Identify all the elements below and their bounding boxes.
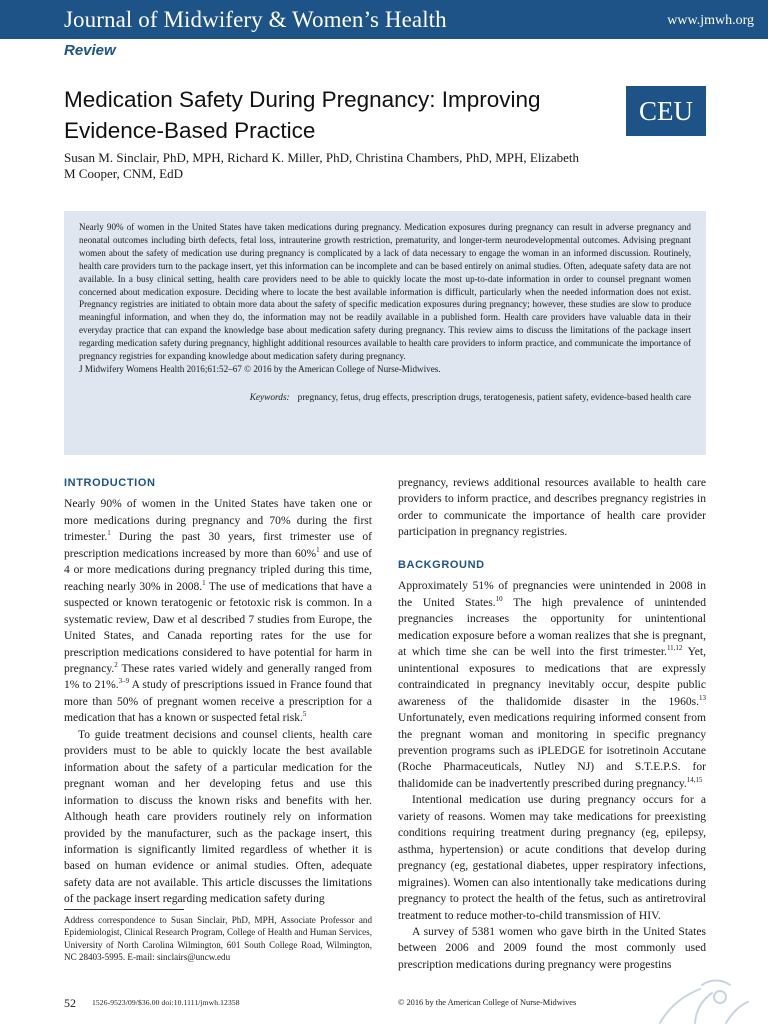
- introduction-paragraph-1: Nearly 90% of women in the United States have taken one or more medications during pregnancy and 70% during the first trimester.$^1$ During the past 30 years, first trimester use of prescription medications increased by more than 60%$^1$ and use of 4 or more medications during pregnancy tripled during this time, reaching nearly 30% in 2008.$^1$ The use of medications that have a suspected or known teratogenic or fetotoxic risk is common. In a systematic review, Daw et al described 7 studies from Europe, the United States, and Canada reporting rates for the use for prescription medications considered to have potential for harm in pregnancy.$^2$ These rates varied widely and generally ranged from 1% to 21%.$^{3-9}$ A study of prescriptions issued in France found that more than 50% of pregnant women receive a prescription for a medication that has a known or suspected fetal risk.$^5$: [64, 498, 373, 725]
- introduction-paragraph-2-continued: pregnancy, reviews additional resources available to health care providers to inform practice, and describes pregnancy registries in order to communicate the importance of health care provider participation in pregnancy registries.: [398, 477, 706, 539]
- page-number: 52: [64, 996, 76, 1010]
- keywords-label: Keywords:: [249, 392, 290, 403]
- abstract-box: [64, 211, 706, 455]
- journal-header-bar: [0, 0, 768, 39]
- keywords-line: [79, 393, 691, 403]
- correspondence-footnote: Address correspondence to Susan Sinclair, PhD, MPH, Associate Professor and Epidemiologist, Clinical Research Program, College of Health and Human Services, University of North Carolina Wilmington, 601 South College Road, Wilmington, NC 28403-5995. E-mail: sinclairs@uncw.edu: [64, 915, 372, 962]
- abstract-text: Nearly 90% of women in the United States have taken medications during pregnancy. Medication exposures during pregnancy can result in adverse pregnancy and neonatal outcomes including birth defects, fetal loss, intrauterine growth restriction, prematurity, and longer-term neurodevelopmental outcomes. Advising pregnant women about the safety of medication use during pregnancy is complicated by a lack of data necessary to engage the woman in an informed discussion. Routinely, health care providers turn to the package insert, yet this information can be incomplete and can be based entirely on animal studies. Often, adequate safety data are not available. In a busy clinical setting, health care providers need to be able to quickly locate the most up-to-date information in order to counsel pregnant women concerned about medication exposure. Deciding where to locate the best available information is difficult, particularly when the needed information does not exist. Pregnancy registries are initiated to obtain more data about the safety of specific medication exposures during pregnancy; however, these studies are slow to produce meaningful information, and when they do, the information may not be readily available in a published form. Health care providers have valuable data in their everyday practice that can expand the knowledge base about medication safety during pregnancy. This review aims to discuss the limitations of the package insert regarding medication safety during pregnancy, highlight additional resources available to health care providers to inform practice, and communicate the importance of pregnancy registries for expanding knowledge about medication safety during pregnancy.: [79, 222, 691, 362]
- right-column: [398, 475, 706, 541]
- footnote-divider: [64, 909, 184, 910]
- citation-ref[interactable]: 1: [202, 578, 206, 587]
- left-column: [64, 475, 372, 908]
- citation-ref[interactable]: 2: [114, 661, 118, 670]
- citation-ref[interactable]: 3–9: [118, 677, 130, 686]
- ceu-badge: CEU: [626, 86, 706, 136]
- keywords-list: pregnancy, fetus, drug effects, prescription drugs, teratogenesis, patient safety, evidence-based health care: [297, 392, 691, 403]
- citation-ref[interactable]: 5: [302, 710, 307, 719]
- background-paragraph-1: Approximately 51% of pregnancies were unintended in 2008 in the United States.$^{10}$ The high prevalence of unintended pregnancies increases the opportunity for unintentional medication exposure before a woman realizes that she is pregnant, at which time she can be well into the first trimester.$^{11,12}$ Yet, unintentional exposures to medications that are expressly contraindicated in pregnancy inevitably occur, despite public awareness of the thalidomide disaster in the 1960s.$^{13}$ Unfortunately, even medications requiring informed consent from the pregnant woman and monitoring in specific pregnancy prevention programs such as iPLEDGE for isotretinoin Accutane (Roche Pharmaceuticals, Nutley NJ) and S.T.E.P.S. for thalidomide can be inadvertently prescribed during pregnancy.$^{14,15}$: [398, 580, 706, 790]
- background-paragraph-2: Intentional medication use during pregnancy occurs for a variety of reasons. Women may take medications for preexisting conditions requiring treatment during pregnancy (eg, epilepsy, asthma, hypertension) or acute conditions that develop during pregnancy (eg, gestational diabetes, upper respiratory infections, migraines). Women can also intentionally take medications during pregnancy to protect the health of the fetus, such as antiretroviral treatment to reduce mother-to-child transmission of HIV.: [398, 794, 706, 922]
- introduction-paragraph-2: To guide treatment decisions and counsel clients, health care providers must to be able to quickly locate the best available information about the safety of a particular medication for the pregnant woman and her developing fetus and use this information to discuss the known risks and benefits with her. Although heath care providers routinely rely on information provided by the manufacturer, such as the package insert, this information is significantly limited regardless of whether it is based on human evidence or animal studies. Often, adequate safety data are not available. This article discusses the limitations of the package insert regarding medication safety during: [64, 728, 372, 906]
- citation-ref[interactable]: 11,12: [666, 644, 683, 653]
- citation-ref[interactable]: 1: [316, 545, 320, 554]
- background-column: [398, 541, 706, 973]
- copyright-line: © 2016 by the American College of Nurse-Midwives: [398, 998, 577, 1007]
- journal-url[interactable]: www.jmwh.org: [667, 13, 754, 28]
- abstract-citation: J Midwifery Womens Health 2016;61:52–67 © 2016 by the American College of Nurse-Midwives.: [79, 363, 441, 374]
- citation-ref[interactable]: 10: [495, 595, 503, 604]
- doi-line: 1526-9523/09/$36.00 doi:10.1111/jmwh.12358: [92, 998, 240, 1007]
- background-paragraph-3: A survey of 5381 women who gave birth in the United States between 2006 and 2009 found the most commonly used prescription medications during pregnancy were progestins: [398, 925, 706, 971]
- section-heading-introduction: INTRODUCTION: [64, 477, 156, 489]
- article-title: Medication Safety During Pregnancy: Improving Evidence-Based Practice: [64, 87, 541, 143]
- acnm-logo-mark-icon: [640, 975, 750, 1024]
- citation-ref[interactable]: 1: [107, 529, 111, 538]
- section-label: Review: [64, 42, 116, 59]
- citation-ref[interactable]: 14,15: [686, 776, 703, 785]
- journal-name: Journal of Midwifery & Women’s Health: [64, 7, 447, 32]
- author-list: Susan M. Sinclair, PhD, MPH, Richard K. Miller, PhD, Christina Chambers, PhD, MPH, Elizabeth M Cooper, CNM, EdD: [64, 150, 579, 181]
- section-heading-background: BACKGROUND: [398, 559, 485, 571]
- citation-ref[interactable]: 13: [699, 693, 706, 702]
